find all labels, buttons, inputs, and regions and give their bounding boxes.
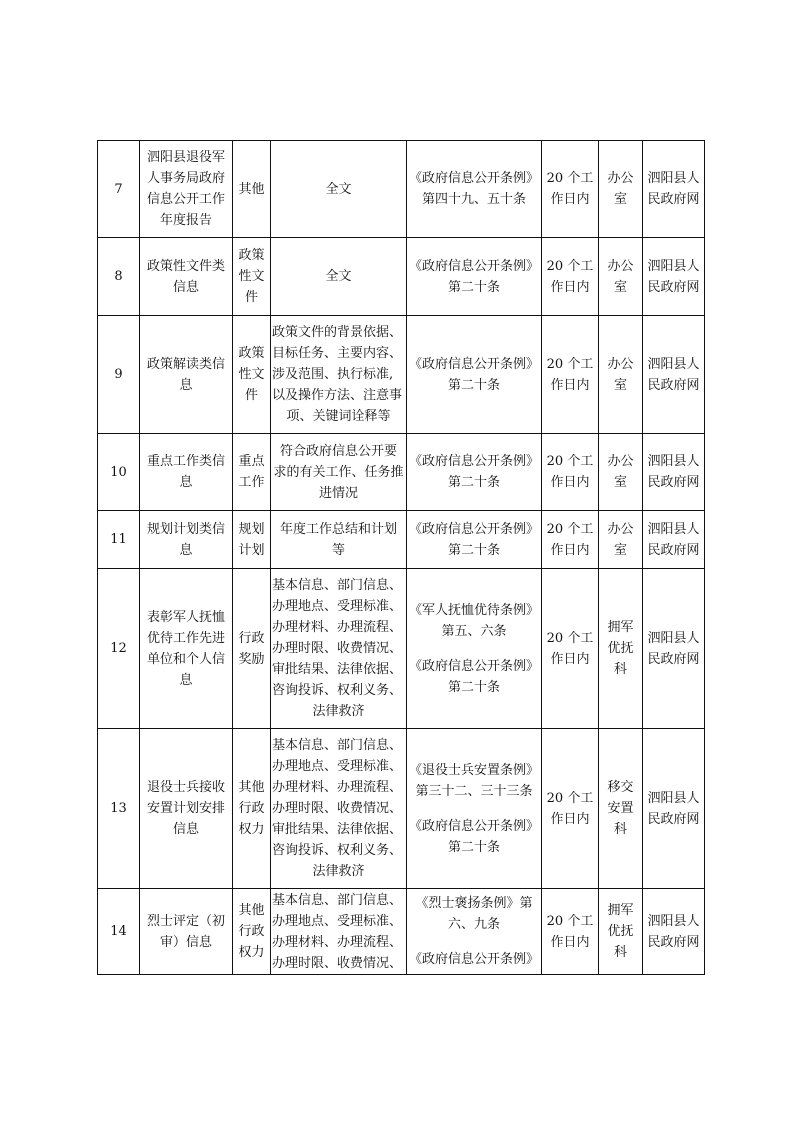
row-number: 13 xyxy=(98,729,140,889)
content-cell xyxy=(271,316,407,434)
content-cell xyxy=(271,141,407,238)
table-row xyxy=(98,889,705,975)
basis-line: 《军人抚恤优待条例》 xyxy=(408,602,539,618)
channel-line: 泗阳县人 xyxy=(647,790,700,806)
time-limit-line: 作日内 xyxy=(550,192,590,207)
category-line: 权力 xyxy=(238,945,265,960)
department-line: 办公 xyxy=(607,521,634,537)
table-row xyxy=(98,434,705,511)
basis-line: 《政府信息公开条例》 xyxy=(408,171,539,186)
department-line: 优抚 xyxy=(607,641,634,656)
channel-line: 泗阳县人 xyxy=(647,258,700,274)
basis-cell xyxy=(407,569,542,729)
row-number: 12 xyxy=(98,569,140,729)
channel-line: 泗阳县人 xyxy=(647,171,700,186)
item-name-line: 信息 xyxy=(172,279,199,295)
department-line: 移交 xyxy=(607,780,634,795)
channel-line: 泗阳县人 xyxy=(647,356,700,372)
department-line: 科 xyxy=(613,822,627,837)
time-limit-cell xyxy=(542,434,599,511)
category-cell xyxy=(233,316,271,434)
table-row xyxy=(98,729,705,889)
category-line: 奖励 xyxy=(238,651,265,667)
channel-line: 民政府网 xyxy=(647,192,700,207)
channel-line: 民政府网 xyxy=(647,475,700,490)
time-limit-cell xyxy=(542,316,599,434)
category-line: 政策 xyxy=(238,346,265,361)
category-line: 性文 xyxy=(238,269,265,284)
content-line: 等 xyxy=(331,542,345,558)
content-line: 办理材料、办理流程、 xyxy=(272,780,403,795)
basis-line: 六、九条 xyxy=(447,917,500,932)
basis-gap xyxy=(408,802,540,816)
table-row xyxy=(98,238,705,316)
department-line: 室 xyxy=(613,475,627,490)
time-limit-cell xyxy=(542,238,599,316)
time-limit-cell xyxy=(542,729,599,889)
basis-line: 第二十条 xyxy=(447,377,500,393)
item-name-line: 政策性文件类 xyxy=(146,258,225,274)
time-limit-line: 作日内 xyxy=(550,475,590,490)
category-line: 重点 xyxy=(238,454,265,469)
content-line: 咨询投诉、权利义务、 xyxy=(272,843,403,858)
time-limit-line: 作日内 xyxy=(550,279,590,295)
content-line: 法律救济 xyxy=(312,864,365,879)
item-name-cell xyxy=(140,141,233,238)
content-line: 符合政府信息公开要 xyxy=(279,443,397,459)
item-name-line: 单位和个人信 xyxy=(146,651,225,667)
content-cell xyxy=(271,434,407,511)
item-name-line: 安置计划安排 xyxy=(146,801,225,816)
department-line: 安置 xyxy=(607,801,634,816)
department-cell xyxy=(599,889,643,975)
category-line: 其他 xyxy=(238,181,265,197)
item-name-line: 年度报告 xyxy=(159,213,212,228)
content-line: 基本信息、部门信息、 xyxy=(272,578,403,593)
content-line: 办理时限、收费情况、 xyxy=(272,641,403,656)
content-cell xyxy=(271,889,407,975)
category-cell xyxy=(233,238,271,316)
department-line: 科 xyxy=(613,662,627,677)
item-name-line: 规划计划类信 xyxy=(146,521,225,537)
basis-cell xyxy=(407,511,542,569)
item-name-line: 重点工作类信 xyxy=(146,454,225,469)
item-name-line: 息 xyxy=(179,542,193,558)
time-limit-cell xyxy=(542,889,599,975)
time-limit-line: 20 个工 xyxy=(546,258,594,274)
basis-cell xyxy=(407,434,542,511)
basis-cell xyxy=(407,238,542,316)
basis-line: 第三十二、三十三条 xyxy=(415,783,533,799)
basis-line: 第二十条 xyxy=(447,542,500,558)
content-line: 办理时限、收费情况、 xyxy=(272,955,403,971)
item-name-line: 息 xyxy=(179,672,193,688)
basis-line: 《政府信息公开条例》 xyxy=(408,818,539,834)
department-cell xyxy=(599,729,643,889)
category-cell xyxy=(233,434,271,511)
basis-gap xyxy=(408,642,540,656)
category-line: 规划 xyxy=(238,521,265,537)
department-cell xyxy=(599,434,643,511)
basis-line: 《政府信息公开条例》 xyxy=(408,521,539,537)
time-limit-line: 20 个工 xyxy=(546,521,594,537)
category-line: 计划 xyxy=(238,542,265,558)
category-line: 行政 xyxy=(238,924,265,939)
content-line: 咨询投诉、权利义务、 xyxy=(272,683,403,698)
department-cell xyxy=(599,316,643,434)
basis-line: 第二十条 xyxy=(447,679,500,695)
department-line: 室 xyxy=(613,192,627,207)
row-number: 8 xyxy=(98,238,140,316)
department-line: 办公 xyxy=(607,356,634,372)
basis-cell xyxy=(407,141,542,238)
time-limit-cell xyxy=(542,511,599,569)
channel-line: 民政府网 xyxy=(647,811,700,827)
time-limit-line: 20 个工 xyxy=(546,630,594,646)
item-name-line: 表彰军人抚恤 xyxy=(146,609,225,625)
department-line: 办公 xyxy=(607,258,634,274)
category-cell xyxy=(233,729,271,889)
time-limit-line: 20 个工 xyxy=(546,913,594,929)
item-name-cell xyxy=(140,238,233,316)
department-line: 办公 xyxy=(607,454,634,469)
content-line: 涉及范围、执行标准, xyxy=(272,367,394,382)
basis-cell xyxy=(407,316,542,434)
channel-cell xyxy=(643,729,705,889)
basis-line: 《政府信息公开条例》 xyxy=(408,658,539,674)
basis-line: 《政府信息公开条例》 xyxy=(408,356,539,372)
time-limit-cell xyxy=(542,569,599,729)
basis-line: 《退役士兵安置条例》 xyxy=(408,762,539,778)
category-line: 工作 xyxy=(238,475,265,490)
time-limit-cell xyxy=(542,141,599,238)
item-name-cell xyxy=(140,889,233,975)
basis-line: 《政府信息公开条例》 xyxy=(408,952,539,967)
channel-cell xyxy=(643,569,705,729)
category-line: 政策 xyxy=(238,248,265,263)
category-line: 行政 xyxy=(238,801,265,816)
row-number: 11 xyxy=(98,511,140,569)
basis-line: 《烈士褒扬条例》第 xyxy=(415,896,533,911)
category-line: 权力 xyxy=(238,822,265,837)
content-cell xyxy=(271,238,407,316)
category-cell xyxy=(233,569,271,729)
disclosure-table xyxy=(97,140,705,975)
basis-line: 第四十九、五十条 xyxy=(421,192,526,207)
table-row xyxy=(98,569,705,729)
item-name-line: 息 xyxy=(179,475,193,490)
content-line: 以及操作方法、注意事 xyxy=(272,388,403,403)
department-line: 室 xyxy=(613,279,627,295)
channel-cell xyxy=(643,316,705,434)
content-line: 办理时限、收费情况、 xyxy=(272,801,403,816)
channel-line: 泗阳县人 xyxy=(647,913,700,929)
table-row xyxy=(98,141,705,238)
content-line: 办理材料、办理流程、 xyxy=(272,620,403,635)
row-number: 14 xyxy=(98,889,140,975)
content-line: 全文 xyxy=(325,269,352,284)
content-line: 基本信息、部门信息、 xyxy=(272,738,403,753)
department-line: 优抚 xyxy=(607,924,634,939)
category-line: 其他 xyxy=(238,903,265,918)
item-name-line: 烈士评定（初 xyxy=(146,913,225,929)
item-name-line: 信息公开工作 xyxy=(146,192,225,207)
department-line: 室 xyxy=(613,377,627,393)
department-line: 拥军 xyxy=(607,903,634,918)
channel-line: 民政府网 xyxy=(647,377,700,393)
content-cell xyxy=(271,569,407,729)
content-line: 法律救济 xyxy=(312,704,365,719)
department-cell xyxy=(599,141,643,238)
content-cell xyxy=(271,729,407,889)
department-line: 拥军 xyxy=(607,620,634,635)
department-cell xyxy=(599,238,643,316)
content-line: 基本信息、部门信息、 xyxy=(272,892,403,908)
content-cell xyxy=(271,511,407,569)
channel-cell xyxy=(643,238,705,316)
item-name-line: 优待工作先进 xyxy=(146,630,225,646)
department-line: 科 xyxy=(613,945,627,960)
table-row xyxy=(98,316,705,434)
channel-line: 泗阳县人 xyxy=(647,454,700,469)
department-line: 办公 xyxy=(607,171,634,186)
department-cell xyxy=(599,569,643,729)
basis-gap xyxy=(408,935,540,949)
category-cell xyxy=(233,511,271,569)
basis-line: 第二十条 xyxy=(447,839,500,855)
time-limit-line: 20 个工 xyxy=(546,356,594,372)
row-number: 10 xyxy=(98,434,140,511)
time-limit-line: 20 个工 xyxy=(546,454,594,469)
content-line: 审批结果、法律依据、 xyxy=(272,662,403,677)
item-name-line: 政策解读类信 xyxy=(146,356,225,372)
basis-cell xyxy=(407,889,542,975)
time-limit-line: 作日内 xyxy=(550,651,590,667)
basis-line: 第五、六条 xyxy=(441,623,507,639)
content-line: 全文 xyxy=(325,181,352,197)
content-line: 进情况 xyxy=(318,485,358,501)
time-limit-line: 作日内 xyxy=(550,377,590,393)
category-line: 其他 xyxy=(238,780,265,795)
content-line: 求的有关工作、任务推 xyxy=(273,464,404,480)
channel-cell xyxy=(643,141,705,238)
basis-line: 第二十条 xyxy=(447,475,500,490)
content-line: 目标任务、主要内容、 xyxy=(272,346,403,361)
item-name-line: 信息 xyxy=(172,822,199,837)
basis-line: 第二十条 xyxy=(447,279,500,295)
content-line: 年度工作总结和计划 xyxy=(279,521,397,537)
channel-line: 民政府网 xyxy=(647,934,700,950)
category-line: 性文 xyxy=(238,367,265,382)
time-limit-line: 20 个工 xyxy=(546,790,594,806)
basis-cell xyxy=(407,729,542,889)
category-line: 件 xyxy=(244,388,258,403)
time-limit-line: 作日内 xyxy=(550,542,590,558)
table-row xyxy=(98,511,705,569)
channel-line: 民政府网 xyxy=(647,279,700,295)
channel-cell xyxy=(643,889,705,975)
content-line: 审批结果、法律依据、 xyxy=(272,822,403,837)
time-limit-line: 作日内 xyxy=(550,811,590,827)
item-name-cell xyxy=(140,434,233,511)
item-name-line: 审）信息 xyxy=(159,934,212,950)
content-line: 政策文件的背景依据、 xyxy=(272,325,403,340)
basis-line: 《政府信息公开条例》 xyxy=(408,258,539,274)
item-name-cell xyxy=(140,729,233,889)
content-line: 办理地点、受理标准、 xyxy=(272,759,403,774)
item-name-line: 人事务局政府 xyxy=(146,171,225,186)
channel-line: 民政府网 xyxy=(647,651,700,667)
category-cell xyxy=(233,141,271,238)
channel-cell xyxy=(643,434,705,511)
row-number: 9 xyxy=(98,316,140,434)
category-line: 行政 xyxy=(238,630,265,646)
item-name-line: 泗阳县退役军 xyxy=(146,150,225,165)
channel-line: 民政府网 xyxy=(647,542,700,558)
channel-cell xyxy=(643,511,705,569)
content-line: 办理材料、办理流程、 xyxy=(272,934,403,950)
time-limit-line: 作日内 xyxy=(550,934,590,950)
department-line: 室 xyxy=(613,542,627,558)
time-limit-line: 20 个工 xyxy=(546,171,594,186)
channel-line: 泗阳县人 xyxy=(647,630,700,646)
item-name-cell xyxy=(140,569,233,729)
content-line: 项、关键词诠释等 xyxy=(286,409,391,424)
basis-line: 《政府信息公开条例》 xyxy=(408,454,539,469)
item-name-cell xyxy=(140,511,233,569)
item-name-cell xyxy=(140,316,233,434)
row-number: 7 xyxy=(98,141,140,238)
department-cell xyxy=(599,511,643,569)
category-cell xyxy=(233,889,271,975)
item-name-line: 息 xyxy=(179,377,193,393)
channel-line: 泗阳县人 xyxy=(647,521,700,537)
content-line: 办理地点、受理标准、 xyxy=(272,913,403,929)
category-line: 件 xyxy=(244,290,258,305)
content-line: 办理地点、受理标准、 xyxy=(272,599,403,614)
item-name-line: 退役士兵接收 xyxy=(146,780,225,795)
